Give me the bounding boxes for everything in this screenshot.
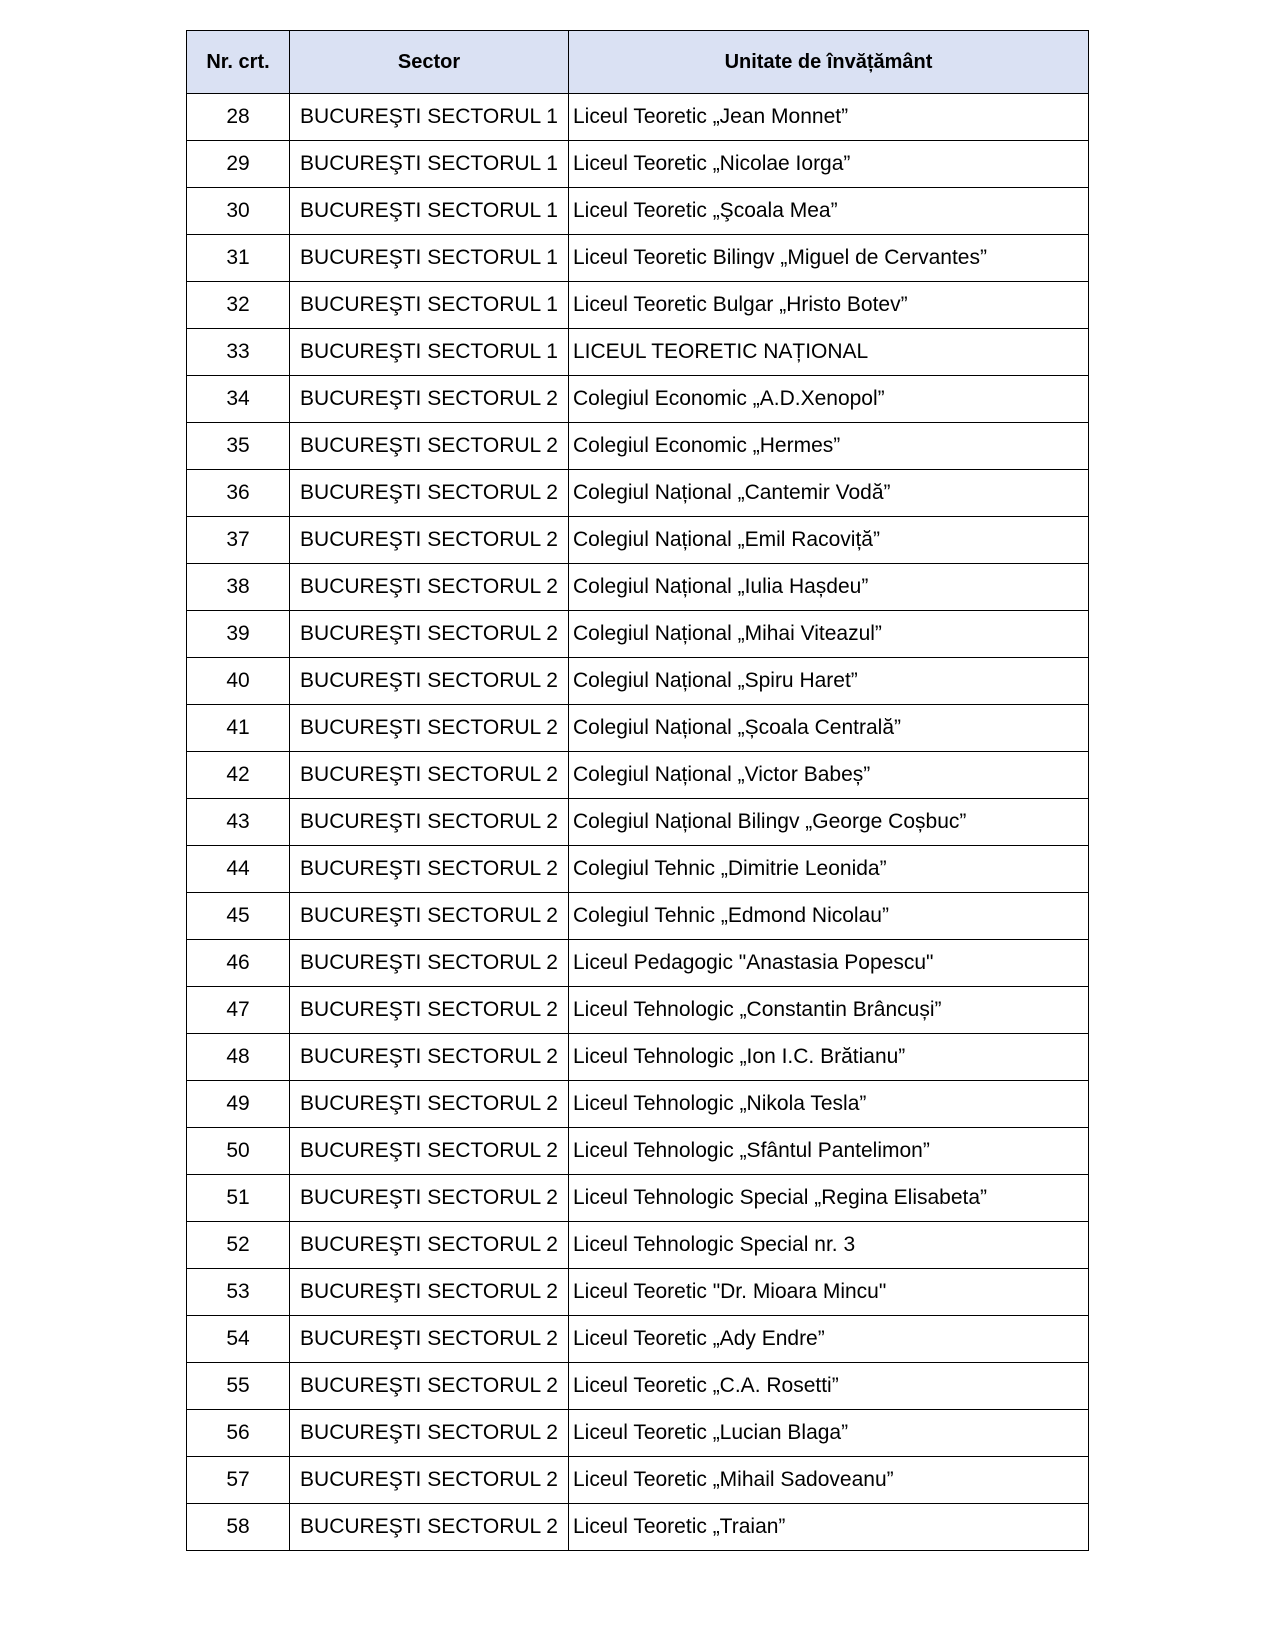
row-sector: BUCUREŞTI SECTORUL 2	[290, 564, 569, 611]
table-row	[187, 1175, 1089, 1222]
row-school-name: Liceul Teoretic „Mihail Sadoveanu”	[569, 1457, 1089, 1504]
row-school-name: Colegiul Național „Cantemir Vodă”	[569, 470, 1089, 517]
table-row	[187, 282, 1089, 329]
table-row	[187, 658, 1089, 705]
row-number: 33	[187, 329, 290, 376]
row-number: 47	[187, 987, 290, 1034]
row-school-name: Liceul Teoretic „Şcoala Mea”	[569, 188, 1089, 235]
row-school-name: Liceul Teoretic „Nicolae Iorga”	[569, 141, 1089, 188]
row-school-name: Liceul Tehnologic „Sfântul Pantelimon”	[569, 1128, 1089, 1175]
table-row	[187, 1504, 1089, 1551]
row-sector: BUCUREŞTI SECTORUL 2	[290, 1410, 569, 1457]
row-school-name: Liceul Teoretic „Traian”	[569, 1504, 1089, 1551]
row-school-name: Colegiul Economic „A.D.Xenopol”	[569, 376, 1089, 423]
table-row	[187, 611, 1089, 658]
table-header	[187, 31, 1089, 94]
row-sector: BUCUREŞTI SECTORUL 2	[290, 987, 569, 1034]
row-sector: BUCUREŞTI SECTORUL 2	[290, 1269, 569, 1316]
table-row	[187, 846, 1089, 893]
row-number: 49	[187, 1081, 290, 1128]
row-number: 38	[187, 564, 290, 611]
row-school-name: Liceul Teoretic Bilingv „Miguel de Cervantes”	[569, 235, 1089, 282]
row-number: 46	[187, 940, 290, 987]
header-unit: Unitate de învățământ	[569, 31, 1089, 94]
table-row	[187, 799, 1089, 846]
row-school-name: Liceul Tehnologic Special nr. 3	[569, 1222, 1089, 1269]
row-school-name: Liceul Tehnologic Special „Regina Elisabeta”	[569, 1175, 1089, 1222]
row-school-name: Colegiul Național „Mihai Viteazul”	[569, 611, 1089, 658]
schools-table	[186, 30, 1089, 1551]
row-school-name: LICEUL TEORETIC NAȚIONAL	[569, 329, 1089, 376]
row-sector: BUCUREŞTI SECTORUL 2	[290, 423, 569, 470]
row-school-name: Colegiul Național „Școala Centrală”	[569, 705, 1089, 752]
row-number: 45	[187, 893, 290, 940]
row-number: 57	[187, 1457, 290, 1504]
table-row	[187, 893, 1089, 940]
row-number: 51	[187, 1175, 290, 1222]
table-row	[187, 1128, 1089, 1175]
row-sector: BUCUREŞTI SECTORUL 2	[290, 611, 569, 658]
row-sector: BUCUREŞTI SECTORUL 2	[290, 658, 569, 705]
row-number: 34	[187, 376, 290, 423]
row-school-name: Liceul Teoretic „Ady Endre”	[569, 1316, 1089, 1363]
row-sector: BUCUREŞTI SECTORUL 2	[290, 1128, 569, 1175]
row-number: 29	[187, 141, 290, 188]
row-sector: BUCUREŞTI SECTORUL 2	[290, 893, 569, 940]
row-sector: BUCUREŞTI SECTORUL 2	[290, 1222, 569, 1269]
row-number: 53	[187, 1269, 290, 1316]
row-sector: BUCUREŞTI SECTORUL 2	[290, 752, 569, 799]
table-row	[187, 705, 1089, 752]
table-row	[187, 141, 1089, 188]
row-number: 54	[187, 1316, 290, 1363]
table-row	[187, 517, 1089, 564]
row-sector: BUCUREŞTI SECTORUL 2	[290, 1457, 569, 1504]
row-school-name: Colegiul Național „Victor Babeș”	[569, 752, 1089, 799]
table-row	[187, 329, 1089, 376]
table-row	[187, 94, 1089, 141]
row-sector: BUCUREŞTI SECTORUL 1	[290, 141, 569, 188]
row-number: 32	[187, 282, 290, 329]
row-school-name: Colegiul Tehnic „Dimitrie Leonida”	[569, 846, 1089, 893]
row-sector: BUCUREŞTI SECTORUL 2	[290, 1081, 569, 1128]
row-sector: BUCUREŞTI SECTORUL 2	[290, 517, 569, 564]
row-school-name: Liceul Teoretic „Lucian Blaga”	[569, 1410, 1089, 1457]
table-row	[187, 1222, 1089, 1269]
row-school-name: Colegiul Economic „Hermes”	[569, 423, 1089, 470]
row-number: 28	[187, 94, 290, 141]
row-sector: BUCUREŞTI SECTORUL 1	[290, 235, 569, 282]
table-row	[187, 1034, 1089, 1081]
table-row	[187, 423, 1089, 470]
row-school-name: Liceul Teoretic Bulgar „Hristo Botev”	[569, 282, 1089, 329]
row-sector: BUCUREŞTI SECTORUL 1	[290, 188, 569, 235]
row-number: 36	[187, 470, 290, 517]
row-sector: BUCUREŞTI SECTORUL 2	[290, 376, 569, 423]
row-sector: BUCUREŞTI SECTORUL 2	[290, 940, 569, 987]
row-number: 42	[187, 752, 290, 799]
row-sector: BUCUREŞTI SECTORUL 2	[290, 1316, 569, 1363]
row-number: 40	[187, 658, 290, 705]
row-sector: BUCUREŞTI SECTORUL 2	[290, 1034, 569, 1081]
row-school-name: Liceul Teoretic „C.A. Rosetti”	[569, 1363, 1089, 1410]
header-sector: Sector	[290, 31, 569, 94]
row-number: 44	[187, 846, 290, 893]
table-row	[187, 752, 1089, 799]
table-row	[187, 470, 1089, 517]
table-row	[187, 1316, 1089, 1363]
row-number: 58	[187, 1504, 290, 1551]
row-school-name: Liceul Tehnologic „Ion I.C. Brătianu”	[569, 1034, 1089, 1081]
row-school-name: Liceul Teoretic „Jean Monnet”	[569, 94, 1089, 141]
table-row	[187, 564, 1089, 611]
row-sector: BUCUREŞTI SECTORUL 1	[290, 329, 569, 376]
row-number: 55	[187, 1363, 290, 1410]
row-sector: BUCUREŞTI SECTORUL 2	[290, 705, 569, 752]
table-row	[187, 188, 1089, 235]
table-row	[187, 1269, 1089, 1316]
row-school-name: Colegiul Național Bilingv „George Coșbuc”	[569, 799, 1089, 846]
row-school-name: Liceul Tehnologic „Constantin Brâncuși”	[569, 987, 1089, 1034]
table-row	[187, 1457, 1089, 1504]
row-sector: BUCUREŞTI SECTORUL 2	[290, 799, 569, 846]
row-number: 48	[187, 1034, 290, 1081]
row-sector: BUCUREŞTI SECTORUL 1	[290, 94, 569, 141]
row-sector: BUCUREŞTI SECTORUL 1	[290, 282, 569, 329]
row-number: 52	[187, 1222, 290, 1269]
row-school-name: Liceul Tehnologic „Nikola Tesla”	[569, 1081, 1089, 1128]
table-row	[187, 940, 1089, 987]
row-sector: BUCUREŞTI SECTORUL 2	[290, 846, 569, 893]
table-row	[187, 1081, 1089, 1128]
row-number: 31	[187, 235, 290, 282]
header-row	[187, 31, 1089, 94]
table-row	[187, 1363, 1089, 1410]
row-number: 37	[187, 517, 290, 564]
row-sector: BUCUREŞTI SECTORUL 2	[290, 470, 569, 517]
row-number: 30	[187, 188, 290, 235]
row-number: 56	[187, 1410, 290, 1457]
row-number: 39	[187, 611, 290, 658]
row-school-name: Liceul Pedagogic "Anastasia Popescu"	[569, 940, 1089, 987]
row-number: 43	[187, 799, 290, 846]
row-school-name: Colegiul Național „Spiru Haret”	[569, 658, 1089, 705]
row-school-name: Colegiul Tehnic „Edmond Nicolau”	[569, 893, 1089, 940]
table-row	[187, 1410, 1089, 1457]
row-school-name: Colegiul Național „Iulia Hașdeu”	[569, 564, 1089, 611]
row-number: 41	[187, 705, 290, 752]
table-row	[187, 987, 1089, 1034]
row-sector: BUCUREŞTI SECTORUL 2	[290, 1363, 569, 1410]
row-school-name: Colegiul Național „Emil Racoviță”	[569, 517, 1089, 564]
row-sector: BUCUREŞTI SECTORUL 2	[290, 1504, 569, 1551]
row-number: 35	[187, 423, 290, 470]
table-row	[187, 376, 1089, 423]
table-row	[187, 235, 1089, 282]
table-body	[187, 94, 1089, 1551]
row-school-name: Liceul Teoretic "Dr. Mioara Mincu"	[569, 1269, 1089, 1316]
row-number: 50	[187, 1128, 290, 1175]
row-sector: BUCUREŞTI SECTORUL 2	[290, 1175, 569, 1222]
header-nr: Nr. crt.	[187, 31, 290, 94]
